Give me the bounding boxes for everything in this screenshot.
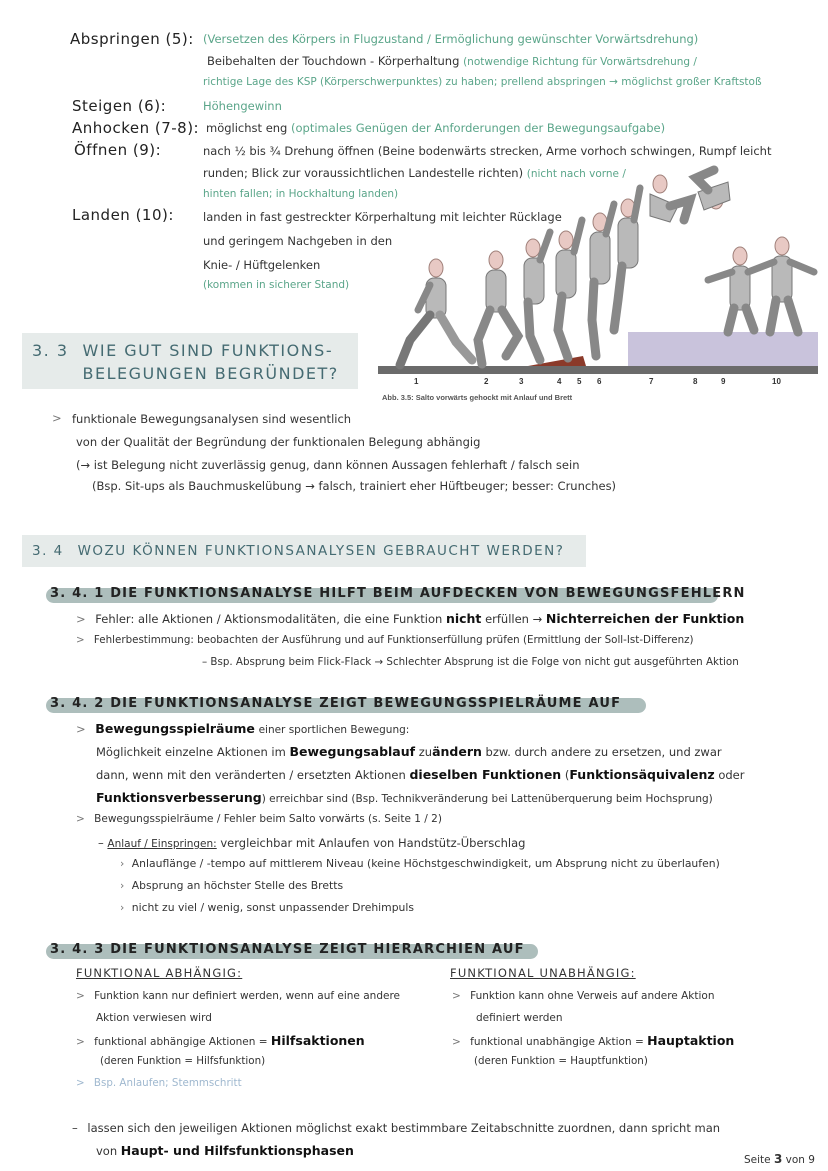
- section-3-3-number: 3. 3: [32, 341, 69, 360]
- final-line-2: [96, 1143, 354, 1158]
- funktionsaequivalenz-bold: Funktionsäquivalenz: [569, 767, 715, 782]
- athlete-pose-10: [748, 237, 814, 332]
- sub-bullet-2: › Absprung an höchster Stelle des Bretts: [120, 879, 344, 892]
- bullet-arrow: >: [76, 1077, 85, 1089]
- left-column-heading: FUNKTIONAL ABHÄNGIG:: [76, 966, 243, 980]
- l3-c: (: [564, 768, 570, 782]
- hilfsaktionen-bold: Hilfsaktionen: [270, 1033, 365, 1048]
- right-bullet-1-line-1: Funktion kann ohne Verweis auf andere Aktion: [470, 990, 715, 1002]
- section-3-3-heading: [22, 333, 358, 389]
- hauptaktion-bold: Hauptaktion: [647, 1033, 735, 1048]
- left-bullet-3-text: Bsp. Anlaufen; Stemmschritt: [93, 1077, 242, 1089]
- left-bullet-2: [76, 1033, 365, 1048]
- section-3-4-3-title: 3. 4. 3 DIE FUNKTIONSANALYSE ZEIGT HIERARCHIEN AUF: [50, 942, 525, 957]
- anhocken-main: möglichst eng: [206, 121, 288, 135]
- step-number: 1: [414, 377, 419, 386]
- left-bullet-1: [76, 990, 400, 1002]
- section-3-4-heading: [22, 535, 586, 567]
- bullet-arrow: >: [76, 1036, 85, 1048]
- l2-c: zu: [418, 745, 433, 759]
- section-3-3-title-line-2: BELEGUNGEN BEGRÜNDET?: [82, 364, 339, 383]
- left-bullet-3: [76, 1077, 242, 1089]
- right-column-heading: FUNKTIONAL UNABHÄNGIG:: [450, 966, 636, 980]
- athlete-pose-2: [478, 251, 518, 364]
- section-3-3-line-4: (Bsp. Sit-ups als Bauchmuskelübung → falsch, trainiert eher Hüftbeuger; besser: Crunches): [92, 479, 617, 493]
- final-line-1: – lassen sich den jeweiligen Aktionen möglichst exakt bestimmbare Zeitabschnitte zuordnen, dann spricht man: [72, 1121, 721, 1135]
- bullet-arrow: >: [52, 411, 62, 425]
- left-bullet-2-sub: (deren Funktion = Hilfsfunktion): [100, 1055, 266, 1067]
- funktionsverbesserung-bold: Funktionsverbesserung: [96, 790, 262, 805]
- landen-line-1: landen in fast gestreckter Körperhaltung mit leichter Rücklage: [203, 210, 562, 224]
- left-bullet-1-line-1: Funktion kann nur definiert werden, wenn auf eine andere: [94, 990, 400, 1002]
- left-bullet-2-text: funktional abhängige Aktionen =: [94, 1036, 268, 1048]
- athlete-pose-7: [650, 175, 690, 222]
- page-current: 3: [773, 1152, 783, 1166]
- phase-label-abspringen: Abspringen (5):: [70, 30, 194, 48]
- oeffnen-main: runden; Blick zur voraussichtlichen Landestelle richten): [203, 166, 524, 180]
- bewegungsablauf-bold: Bewegungsablauf: [289, 744, 416, 759]
- landen-line-2: und geringem Nachgeben in den: [203, 234, 393, 248]
- dieselben-funktionen-bold: dieselben Funktionen: [409, 767, 562, 782]
- abspringen-main-text: Beibehalten der Touchdown - Körperhaltung: [207, 54, 460, 68]
- anlauf-einspringen-head: Anlauf / Einspringen:: [107, 838, 217, 850]
- section-3-4-2-line-2: [96, 744, 722, 759]
- section-3-4-2-line-3: [96, 767, 744, 782]
- step-number: 2: [484, 377, 489, 386]
- step-number: 8: [693, 377, 698, 386]
- section-3-4-1-bullet-1: [76, 611, 744, 626]
- section-3-4-2-sub: – Anlauf / Einspringen: vergleichbar mit Anlaufen von Handstütz-Überschlag: [98, 836, 526, 850]
- athlete-pose-3: [524, 232, 550, 360]
- athlete-pose-9: [708, 247, 754, 332]
- section-3-4-1-title: 3. 4. 1 DIE FUNKTIONSANALYSE HILFT BEIM AUFDECKEN VON BEWEGUNGSFEHLERN: [50, 586, 746, 601]
- step-number: 5: [577, 377, 582, 386]
- bullet-arrow: >: [76, 990, 85, 1002]
- section-3-4-number: 3. 4: [32, 543, 64, 559]
- final-line-2-text: von: [96, 1144, 118, 1158]
- sub-bullet-3-text: nicht zu viel / wenig, sonst unpassender Drehimpuls: [131, 901, 415, 914]
- athlete-pose-4: [556, 220, 582, 358]
- phase-label-landen: Landen (10):: [72, 206, 174, 224]
- section-3-4-2-title: 3. 4. 2 DIE FUNKTIONSANALYSE ZEIGT BEWEGUNGSSPIELRÄUME AUF: [50, 696, 622, 711]
- oeffnen-note-2: hinten fallen; in Hockhaltung landen): [203, 188, 399, 200]
- salto-figure: [378, 160, 818, 410]
- page-suffix: von 9: [785, 1154, 815, 1166]
- athlete-pose-1: [400, 259, 472, 365]
- bullet-arrow: >: [452, 990, 461, 1002]
- sub-bullet-1: › Anlauflänge / -tempo auf mittlerem Niveau (keine Höchstgeschwindigkeit, um Absprung nicht zu überlaufen): [120, 857, 720, 870]
- phase-label-anhocken: Anhocken (7-8):: [72, 119, 200, 137]
- bullet-arrow: >: [76, 612, 86, 626]
- salto-fehler-text: Bewegungsspielräume / Fehler beim Salto vorwärts (s. Seite 1 / 2): [94, 813, 442, 825]
- l3-e: oder: [718, 768, 745, 782]
- salto-sequence-illustration: [378, 160, 818, 410]
- abspringen-main-note: (notwendige Richtung für Vorwärtsdrehung /: [463, 56, 697, 68]
- section-3-4-1-bullet-2: [76, 634, 694, 646]
- bullet-arrow: >: [452, 1036, 461, 1048]
- phase-label-oeffnen: Öffnen (9):: [74, 141, 162, 159]
- step-number: 4: [557, 377, 562, 386]
- oeffnen-line-1: nach ½ bis ¾ Drehung öffnen (Beine bodenwärts strecken, Arme vorhoch schwingen, Rumpf leicht: [203, 144, 772, 158]
- bewegungsspielraeume-text: einer sportlichen Bewegung:: [258, 724, 410, 736]
- step-number: 9: [721, 377, 726, 386]
- section-3-4-title: WOZU KÖNNEN FUNKTIONSANALYSEN GEBRAUCHT WERDEN?: [77, 543, 565, 559]
- anhocken-line: [206, 121, 665, 135]
- abspringen-note: (Versetzen des Körpers in Flugzustand / Ermöglichung gewünschter Vorwärtsdrehung): [203, 32, 699, 46]
- oeffnen-note: (nicht nach vorne /: [526, 168, 626, 180]
- fehler-text: Fehler: alle Aktionen / Aktionsmodalitäten, die eine Funktion: [95, 612, 443, 626]
- section-3-4-2-bullet-2: [76, 813, 442, 825]
- left-bullet-1-line-2: Aktion verwiesen wird: [96, 1012, 212, 1024]
- aendern-bold: ändern: [432, 744, 482, 759]
- bullet-arrow: >: [76, 634, 85, 646]
- step-number: 3: [519, 377, 524, 386]
- landing-mat: [628, 332, 818, 366]
- fehlerbestimmung-text: Fehlerbestimmung: beobachten der Ausführung und auf Funktionserfüllung prüfen (Ermittlung der Soll-Ist-Differenz): [93, 634, 694, 646]
- right-bullet-2-text: funktional unabhängige Aktion =: [470, 1036, 644, 1048]
- l2-e: bzw. durch andere zu ersetzen, und zwar: [485, 745, 722, 759]
- bewegungsspielraeume-bold: Bewegungsspielräume: [95, 721, 255, 736]
- section-3-4-2-line-4: [96, 790, 713, 805]
- steigen-note: Höhengewinn: [203, 99, 282, 113]
- step-number: 6: [597, 377, 602, 386]
- anhocken-note: (optimales Genügen der Anforderungen der Bewegungsaufgabe): [291, 121, 666, 135]
- section-3-4-1-example: – Bsp. Absprung beim Flick-Flack → Schlechter Absprung ist die Folge von nicht gut ausgeführten Aktion: [202, 656, 739, 668]
- page-prefix: Seite: [744, 1154, 771, 1166]
- sub-bullet-2-text: Absprung an höchster Stelle des Bretts: [131, 879, 344, 892]
- athlete-pose-8: [696, 170, 730, 210]
- anlauf-einspringen-text: vergleichbar mit Anlaufen von Handstütz-Überschlag: [220, 836, 526, 850]
- landen-line-3: Knie- / Hüftgelenken: [203, 258, 321, 272]
- section-3-3-line-3: (→ ist Belegung nicht zuverlässig genug, dann können Aussagen fehlerhaft / falsch sein: [76, 458, 580, 472]
- abspringen-note-2: richtige Lage des KSP (Körperschwerpunktes) zu haben; prellend abspringen → möglichst großer Kraftstoß: [203, 76, 762, 88]
- nichterreichen-bold: Nichterreichen der Funktion: [545, 611, 745, 626]
- section-3-3-line-1: funktionale Bewegungsanalysen sind wesentlich: [72, 412, 352, 426]
- phase-label-steigen: Steigen (6):: [72, 97, 167, 115]
- section-3-3-title-line-1: WIE GUT SIND FUNKTIONS-: [82, 341, 334, 360]
- fehler-bold: nicht: [445, 611, 482, 626]
- bullet-arrow: >: [76, 813, 85, 825]
- right-bullet-2: [452, 1033, 734, 1048]
- step-number: 7: [649, 377, 654, 386]
- right-bullet-1: [452, 990, 715, 1002]
- right-bullet-1-line-2: definiert werden: [476, 1012, 563, 1024]
- l3-a: dann, wenn mit den veränderten / ersetzten Aktionen: [96, 768, 406, 782]
- landen-note: (kommen in sicherer Stand): [203, 279, 350, 291]
- athlete-pose-6: [614, 188, 640, 330]
- figure-caption: Abb. 3.5: Salto vorwärts gehockt mit Anlauf und Brett: [382, 393, 573, 402]
- l2-a: Möglichkeit einzelne Aktionen im: [96, 745, 286, 759]
- fehler-text-2: erfüllen →: [485, 612, 543, 626]
- step-number: 10: [772, 377, 781, 386]
- abspringen-main: [207, 54, 697, 68]
- section-3-4-2-bullet-1: [76, 721, 409, 736]
- floor: [378, 366, 818, 374]
- bullet-arrow: >: [76, 722, 86, 736]
- athlete-pose-5: [590, 204, 614, 356]
- sub-bullet-1-text: Anlauflänge / -tempo auf mittlerem Niveau (keine Höchstgeschwindigkeit, um Absprung nicht zu überlaufen): [131, 857, 720, 870]
- sub-bullet-3: › nicht zu viel / wenig, sonst unpassender Drehimpuls: [120, 901, 415, 914]
- final-line-1-text: lassen sich den jeweiligen Aktionen möglichst exakt bestimmbare Zeitabschnitte zuordnen, dann spricht man: [87, 1121, 721, 1135]
- section-3-3-line-2: von der Qualität der Begründung der funktionalen Belegung abhängig: [76, 435, 481, 449]
- l4-b: ) erreichbar sind (Bsp. Technikveränderung bei Lattenüberquerung beim Hochsprung): [261, 793, 713, 805]
- right-bullet-2-sub: (deren Funktion = Hauptfunktion): [474, 1055, 648, 1067]
- haupt-hilfsfunktionsphasen-bold: Haupt- und Hilfsfunktionsphasen: [120, 1143, 354, 1158]
- page-number: [744, 1152, 815, 1166]
